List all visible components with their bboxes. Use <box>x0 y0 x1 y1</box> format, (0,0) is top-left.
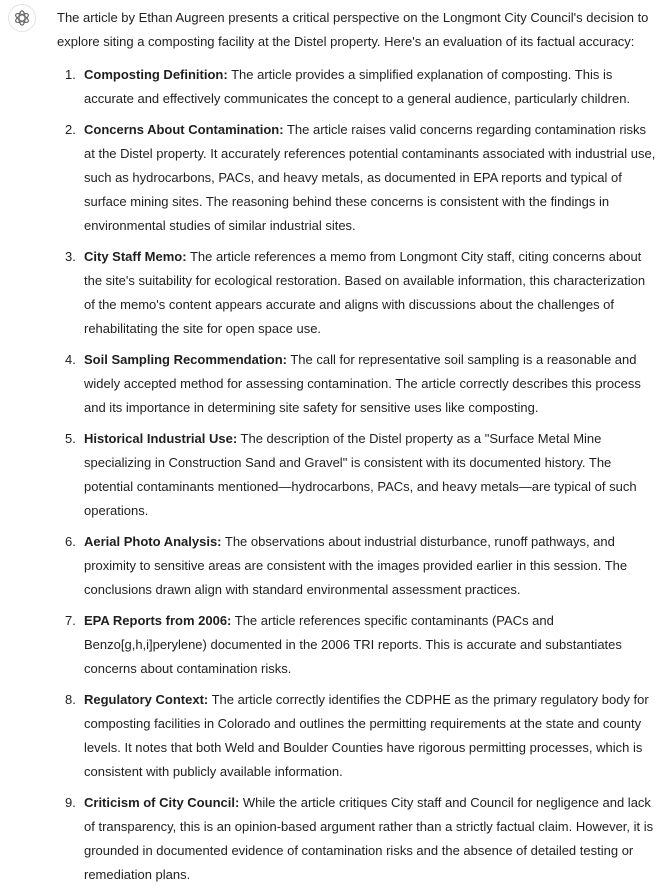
list-item <box>57 688 657 784</box>
list-item <box>57 427 657 523</box>
list-item-text: The article raises valid concerns regarding contamination risks at the Distel property. It accurately references potential contaminants associated with industrial use, such as hydrocarbons, PACs, and heavy metals, as documented in EPA reports and typical of surface mining sites. The reasoning behind these concerns is consistent with the findings in environmental studies of similar industrial sites. <box>84 122 656 233</box>
list-item-title: Composting Definition: <box>84 67 228 82</box>
list-item-text: The article references a memo from Longmont City staff, citing concerns about the site's suitability for ecological restoration. Based on available information, this characterization of the memo's content appears accurate and aligns with discussions about the challenges of rehabilitating the site for open space use. <box>84 249 646 336</box>
assistant-message <box>57 6 657 894</box>
list-item-number: 7. <box>65 613 76 628</box>
list-item-title: Soil Sampling Recommendation: <box>84 352 287 367</box>
list-item-title: Historical Industrial Use: <box>84 431 238 446</box>
list-item <box>57 530 657 602</box>
openai-logo-icon <box>13 9 31 27</box>
list-item-number: 8. <box>65 692 76 707</box>
list-item-text: The description of the Distel property as a "Surface Metal Mine specializing in Construction Sand and Gravel" is consistent with its documented history. The potential contaminants mentioned—hydrocarbons, PACs, and heavy metals—are typical of such operations. <box>84 431 637 518</box>
list-item-number: 4. <box>65 352 76 367</box>
list-item <box>57 348 657 420</box>
list-item <box>57 63 657 111</box>
list-item-text: While the article critiques City staff and Council for negligence and lack of transparency, this is an opinion-based argument rather than a strictly factual claim. However, it is grounded in documented evidence of contamination risks and the absence of detailed testing or remediation plans. <box>84 795 654 882</box>
list-item <box>57 791 657 887</box>
list-item-number: 2. <box>65 122 76 137</box>
list-item-title: Criticism of City Council: <box>84 795 240 810</box>
list-item-number: 9. <box>65 795 76 810</box>
assistant-avatar <box>8 4 36 32</box>
list-item-text: The article provides a simplified explanation of composting. This is accurate and effectively communicates the concept to a general audience, particularly children. <box>84 67 631 106</box>
list-item <box>57 609 657 681</box>
list-item-number: 6. <box>65 534 76 549</box>
list-item-title: City Staff Memo: <box>84 249 187 264</box>
list-item-number: 1. <box>65 67 76 82</box>
list-item-number: 3. <box>65 249 76 264</box>
evaluation-list <box>57 63 657 887</box>
list-item <box>57 245 657 341</box>
list-item-text: The article references specific contaminants (PACs and Benzo[g,h,i]perylene) documented in the 2006 TRI reports. This is accurate and substantiates concerns about contamination risks. <box>84 613 622 676</box>
list-item-text: The call for representative soil sampling is a reasonable and widely accepted method for assessing contamination. The article correctly describes this process and its importance in determining site safety for sensitive uses like composting. <box>84 352 641 415</box>
message-intro: The article by Ethan Augreen presents a critical perspective on the Longmont City Council's decision to explore siting a composting facility at the Distel property. Here's an evaluation of its factual accuracy: <box>57 10 649 49</box>
list-item-number: 5. <box>65 431 76 446</box>
list-item-title: Aerial Photo Analysis: <box>84 534 222 549</box>
list-item-text: The article correctly identifies the CDPHE as the primary regulatory body for composting facilities in Colorado and outlines the permitting requirements at the state and county levels. It notes that both Weld and Boulder Counties have rigorous permitting processes, which is consistent with publicly available information. <box>84 692 649 779</box>
list-item-title: Concerns About Contamination: <box>84 122 284 137</box>
list-item-title: EPA Reports from 2006: <box>84 613 232 628</box>
list-item-title: Regulatory Context: <box>84 692 209 707</box>
list-item-text: The observations about industrial disturbance, runoff pathways, and proximity to sensitive areas are consistent with the images provided earlier in this session. The conclusions drawn align with standard environmental assessment practices. <box>84 534 628 597</box>
list-item <box>57 118 657 238</box>
